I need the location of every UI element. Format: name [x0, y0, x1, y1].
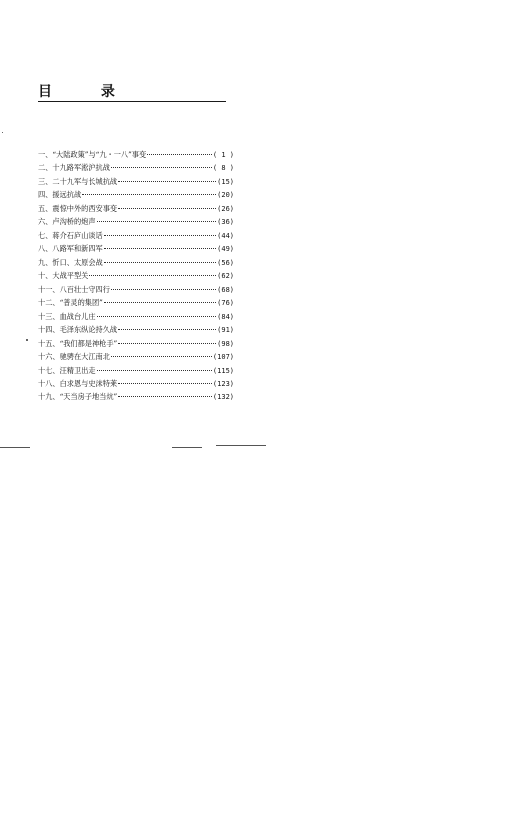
dot-leader: [104, 235, 216, 236]
toc-entry: [38, 269, 234, 282]
toc-entry-title: 十四、毛泽东纵论持久战: [38, 325, 118, 335]
toc-entry-title: 十、大战平型关: [38, 271, 89, 281]
toc-heading: 目 录: [38, 84, 137, 100]
toc-entry-page-number: (68): [217, 285, 234, 294]
toc-entry-page-number: (36): [217, 218, 234, 227]
toc-entry-title: 五、震惊中外的西安事变: [38, 203, 118, 213]
toc-entry: [38, 215, 234, 228]
toc-entry-page-number: (26): [217, 204, 234, 213]
dot-leader: [111, 289, 216, 290]
dot-leader: [111, 167, 212, 168]
toc-entry-page-number: ( 8 ): [212, 164, 234, 173]
toc-entry-title: 九、忻口、太原会战: [38, 257, 103, 267]
toc-entry: [38, 148, 234, 161]
dot-leader: [118, 181, 216, 182]
dot-leader: [104, 262, 216, 263]
toc-entry: [38, 188, 234, 201]
dot-leader: [82, 194, 216, 195]
toc-entry: [38, 323, 234, 336]
toc-list: [38, 148, 234, 404]
dot-leader: [118, 329, 216, 330]
toc-entry-page-number: (84): [217, 312, 234, 321]
toc-entry: [38, 161, 234, 174]
toc-entry-title: 十三、血战台儿庄: [38, 311, 96, 321]
toc-entry-page-number: (91): [217, 326, 234, 335]
toc-entry-title: 四、援远抗战: [38, 190, 82, 200]
toc-entry: [38, 256, 234, 269]
toc-entry-page-number: (62): [217, 272, 234, 281]
scan-line-middle: [172, 447, 202, 448]
toc-entry: [38, 390, 234, 403]
toc-entry-title: 十九、“天当房子地当炕”: [38, 392, 118, 402]
toc-entry-page-number: (15): [217, 177, 234, 186]
dot-leader: [111, 356, 212, 357]
toc-entry-title: 十一、八百壮士守四行: [38, 284, 110, 294]
toc-entry-page-number: (123): [212, 379, 234, 388]
dot-leader: [89, 275, 216, 276]
dot-leader: [147, 154, 212, 155]
toc-entry-title: 三、二十九军与长城抗战: [38, 176, 118, 186]
dot-leader: [97, 316, 217, 317]
toc-entry-page-number: ( 1 ): [212, 151, 234, 159]
toc-entry-page-number: (115): [212, 366, 234, 375]
dot-leader: [104, 248, 216, 249]
toc-entry: [38, 296, 234, 309]
dot-leader: [118, 343, 216, 344]
scan-dot: [26, 339, 28, 341]
toc-entry: [38, 202, 234, 215]
toc-entry: [38, 350, 234, 363]
toc-entry-page-number: (132): [212, 393, 234, 402]
toc-entry: [38, 310, 234, 323]
toc-entry-title: 二、十九路军淞沪抗战: [38, 163, 110, 173]
toc-entry-page-number: (49): [217, 245, 234, 254]
toc-entry-page-number: (44): [217, 231, 234, 240]
toc-entry: [38, 377, 234, 390]
toc-entry-page-number: (56): [217, 258, 234, 267]
scan-line-left: [0, 447, 30, 448]
toc-entry-title: 十五、“我们都是神枪手”: [38, 338, 118, 348]
toc-entry-page-number: (76): [217, 299, 234, 308]
toc-entry: [38, 283, 234, 296]
toc-entry-title: 一、“大陆政策”与“九・一八”事变: [38, 150, 147, 159]
scan-line-right: [216, 445, 266, 446]
dot-leader: [118, 396, 212, 397]
toc-entry-title: 八、八路军和新四军: [38, 244, 103, 254]
toc-entry-page-number: (98): [217, 339, 234, 348]
toc-entry: [38, 364, 234, 377]
toc-entry-page-number: (20): [217, 191, 234, 200]
toc-entry-title: 十六、驰骋在大江南北: [38, 352, 110, 362]
dot-leader: [104, 302, 216, 303]
dot-leader: [118, 208, 216, 209]
toc-entry: [38, 229, 234, 242]
toc-entry: [38, 337, 234, 350]
scan-dot: [2, 132, 3, 133]
toc-entry: [38, 242, 234, 255]
toc-entry-title: 十二、“普灵的集团”: [38, 298, 103, 308]
toc-entry: [38, 175, 234, 188]
dot-leader: [97, 370, 212, 371]
toc-entry-title: 七、蒋介石庐山谈话: [38, 230, 103, 240]
toc-entry-page-number: (107): [212, 353, 234, 362]
heading-underline: [38, 101, 226, 102]
dot-leader: [97, 221, 217, 222]
toc-entry-title: 十七、汪精卫出走: [38, 365, 96, 375]
toc-entry-title: 十八、白求恩与史沫特莱: [38, 378, 118, 388]
dot-leader: [118, 383, 212, 384]
toc-entry-title: 六、卢沟桥的炮声: [38, 217, 96, 227]
